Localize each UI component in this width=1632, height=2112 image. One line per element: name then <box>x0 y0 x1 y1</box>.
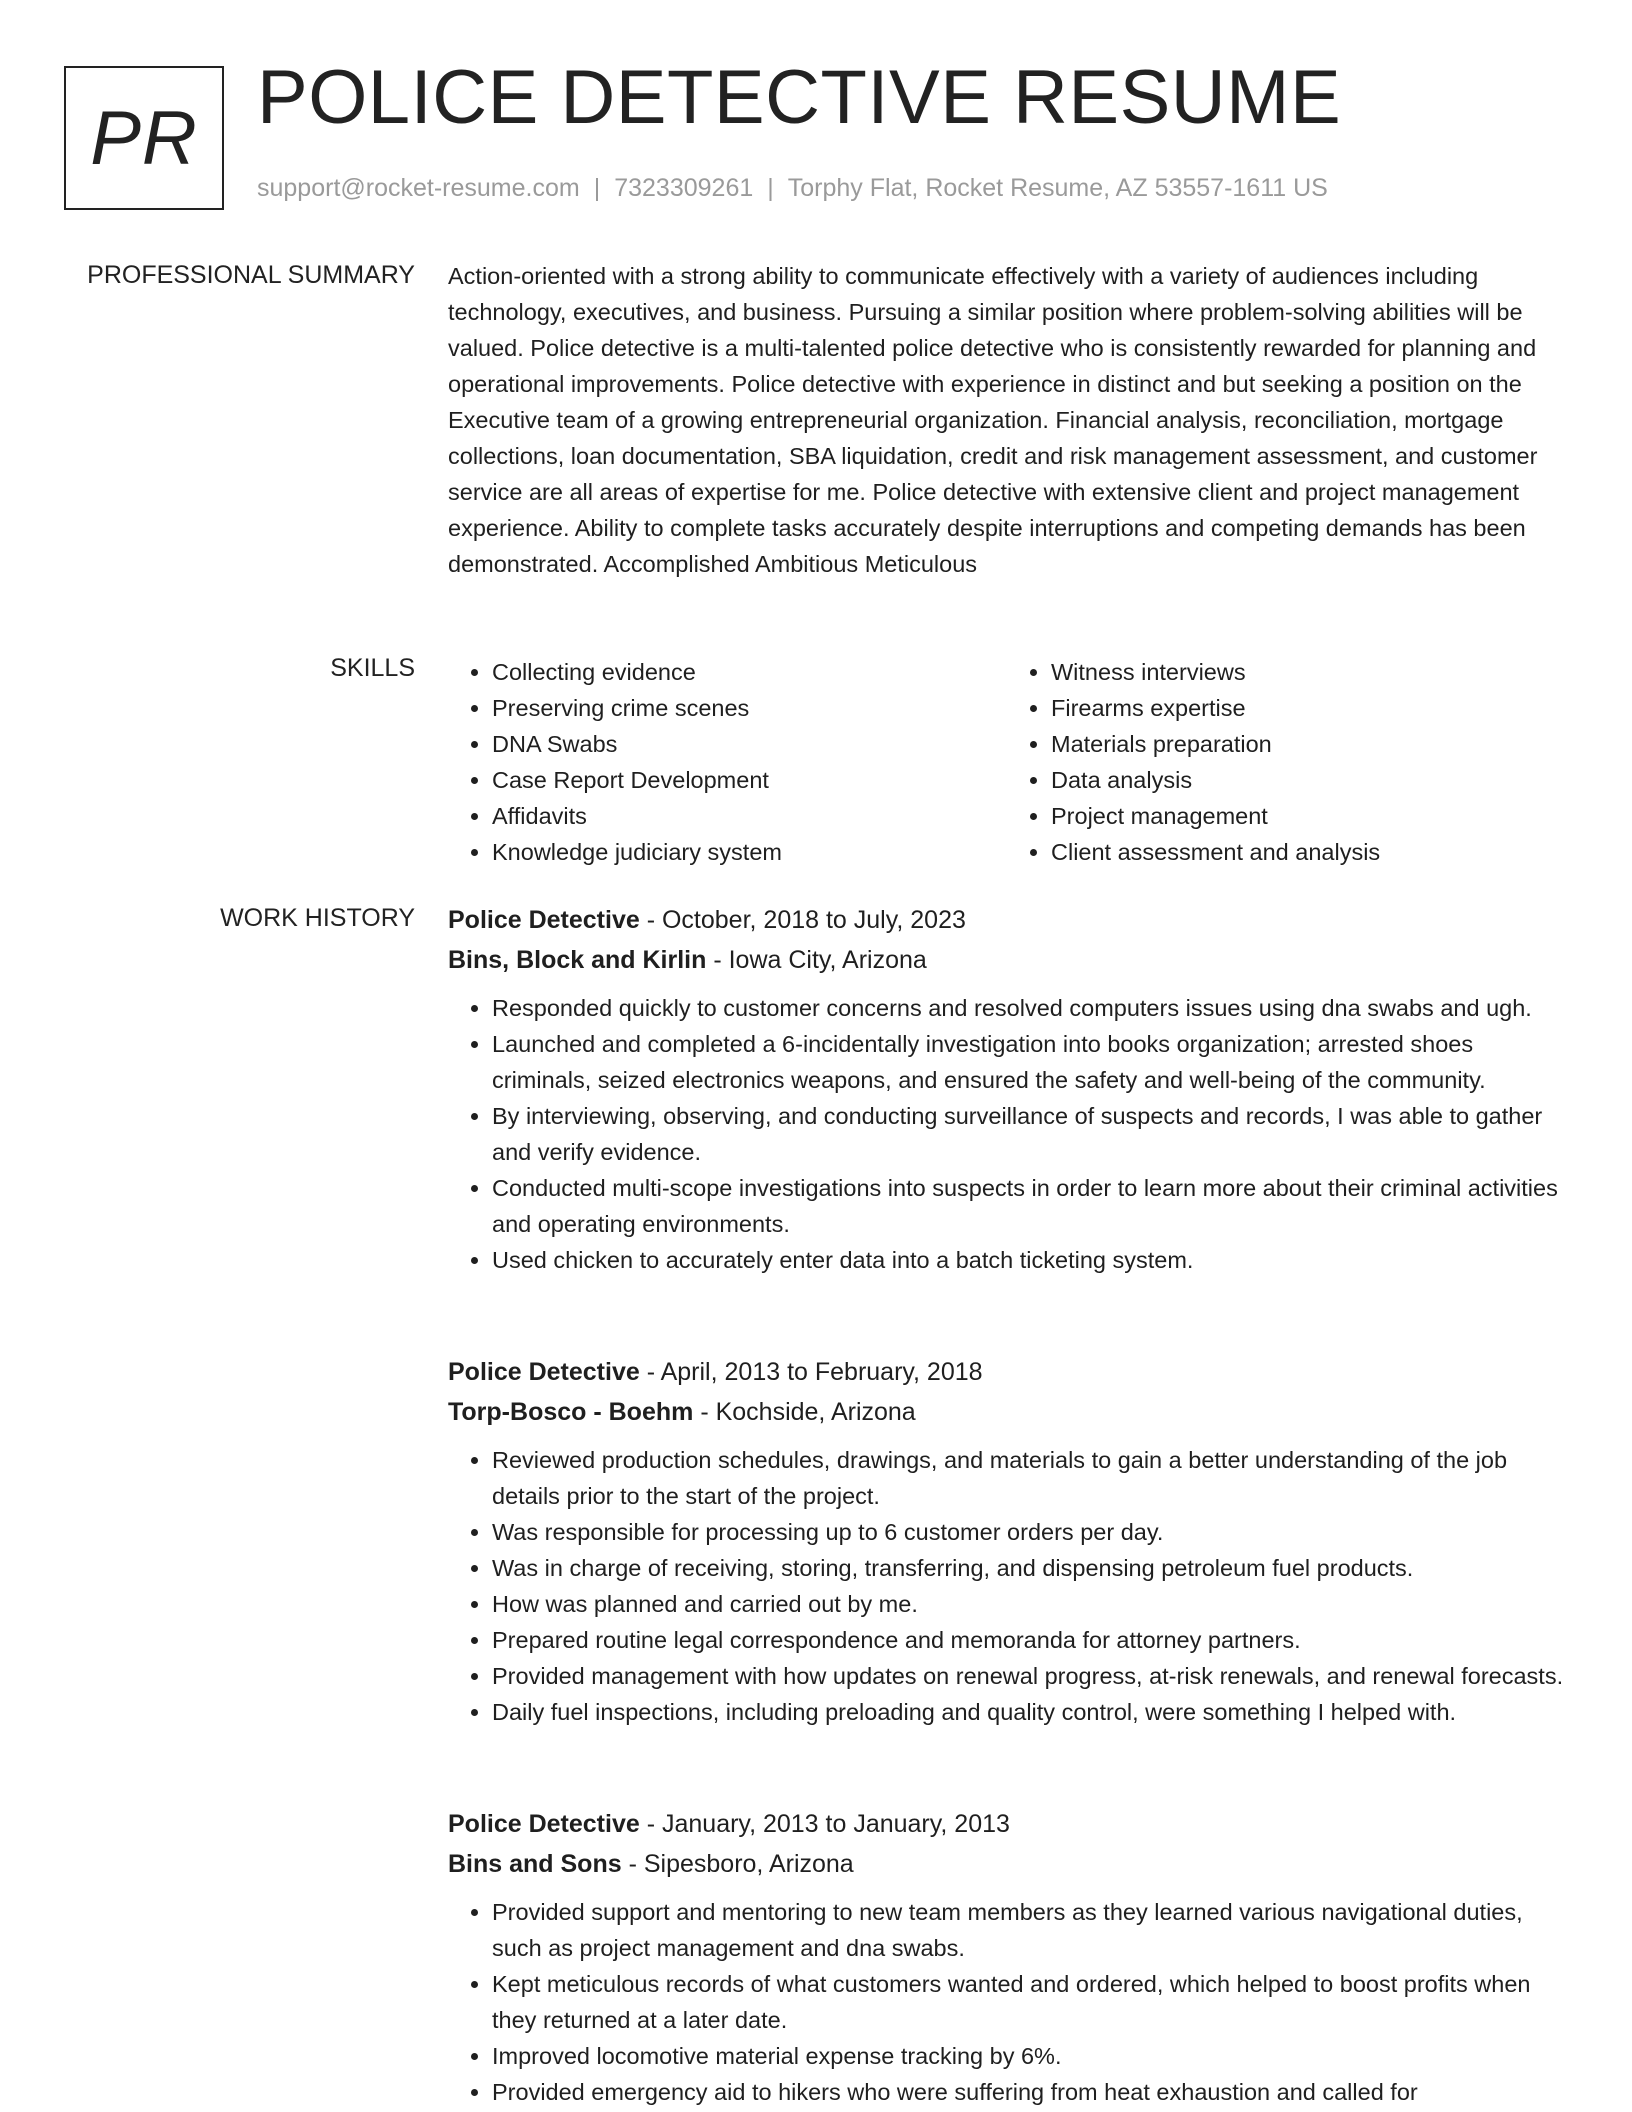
section-heading: PROFESSIONAL SUMMARY <box>87 261 415 289</box>
job-location: - Kochside, Arizona <box>693 1398 916 1426</box>
job-entry <box>448 1804 1566 2110</box>
job-bullet: • Daily fuel inspections, including preloading and quality control, were something I helped with. <box>492 1694 1566 1730</box>
skills-list-right <box>1007 654 1566 870</box>
summary-text: Action-oriented with a strong ability to communicate effectively with a variety of audiences including technology, executives, and business. Pursuing a similar position where problem-solving abilities will be valued. Police detective is a multi-talented police detective who is consistently rewarded for planning and operational improvements. Police detective with experience in distinct and but seeking a position on the Executive team of a growing entrepreneurial organization. Financial analysis, reconciliation, mortgage collections, loan documentation, SBA liquidation, credit and risk management assessment, and customer service are all areas of expertise for me. Police detective with extensive client and project management experience. Ability to complete tasks accurately despite interruptions and competing demands has been demonstrated. Accomplished Ambitious Meticulous <box>448 263 1538 577</box>
job-title: Police Detective <box>448 906 640 934</box>
skill-item: • Affidavits <box>492 798 1007 834</box>
job-company-line <box>448 940 1566 980</box>
job-title: Police Detective <box>448 1358 640 1386</box>
job-title-line <box>448 1352 1566 1392</box>
job-title-line <box>448 1804 1566 1844</box>
contact-email[interactable]: support@rocket-resume.com <box>257 174 580 202</box>
job-dates: - April, 2013 to February, 2018 <box>639 1358 983 1386</box>
monogram-badge <box>64 66 224 210</box>
job-bullet: • Provided emergency aid to hikers who were suffering from heat exhaustion and called for <box>492 2074 1566 2110</box>
job-company-line <box>448 1392 1566 1432</box>
job-entry <box>448 1352 1566 1730</box>
skill-item: • Collecting evidence <box>492 654 1007 690</box>
skill-item: • Materials preparation <box>1051 726 1566 762</box>
job-bullet: • How was planned and carried out by me. <box>492 1586 1566 1622</box>
job-bullets <box>448 1894 1566 2110</box>
job-company: Bins, Block and Kirlin <box>448 946 707 974</box>
job-company-line <box>448 1844 1566 1884</box>
job-bullet: • By interviewing, observing, and conducting surveillance of suspects and records, I was able to gather and verify evidence. <box>492 1098 1566 1170</box>
skill-item: • DNA Swabs <box>492 726 1007 762</box>
job-bullet: • Improved locomotive material expense tracking by 6%. <box>492 2038 1566 2074</box>
job-entry <box>448 900 1566 1278</box>
job-bullet: • Launched and completed a 6-incidentally investigation into books organization; arrested shoes criminals, seized electronics weapons, and ensured the safety and well-being of the community. <box>492 1026 1566 1098</box>
skill-item: • Preserving crime scenes <box>492 690 1007 726</box>
job-dates: - January, 2013 to January, 2013 <box>639 1810 1010 1838</box>
job-title-line <box>448 900 1566 940</box>
job-location: - Sipesboro, Arizona <box>621 1850 854 1878</box>
resume-title: POLICE DETECTIVE RESUME <box>257 55 1342 140</box>
skill-item: • Client assessment and analysis <box>1051 834 1566 870</box>
job-title: Police Detective <box>448 1810 640 1838</box>
job-bullet: • Reviewed production schedules, drawings, and materials to gain a better understanding of the job details prior to the start of the project. <box>492 1442 1566 1514</box>
contact-address: Torphy Flat, Rocket Resume, AZ 53557-1611 US <box>787 174 1328 202</box>
skill-item: • Witness interviews <box>1051 654 1566 690</box>
job-bullet: • Provided support and mentoring to new team members as they learned various navigational duties, such as project management and dna swabs. <box>492 1894 1566 1966</box>
job-bullet: • Responded quickly to customer concerns and resolved computers issues using dna swabs and ugh. <box>492 990 1566 1026</box>
job-bullet: • Used chicken to accurately enter data into a batch ticketing system. <box>492 1242 1566 1278</box>
contact-separator: | <box>767 174 774 202</box>
contact-line <box>257 174 1328 203</box>
skill-item: • Data analysis <box>1051 762 1566 798</box>
job-bullets <box>448 990 1566 1278</box>
job-bullet: • Provided management with how updates on renewal progress, at-risk renewals, and renewal forecasts. <box>492 1658 1566 1694</box>
monogram-text: PR <box>90 95 198 181</box>
skill-item: • Knowledge judiciary system <box>492 834 1007 870</box>
job-location: - Iowa City, Arizona <box>706 946 927 974</box>
job-bullet: • Conducted multi-scope investigations into suspects in order to learn more about their criminal activities and operating environments. <box>492 1170 1566 1242</box>
section-heading: WORK HISTORY <box>220 904 415 932</box>
contact-phone[interactable]: 7323309261 <box>614 174 754 202</box>
job-company: Bins and Sons <box>448 1850 622 1878</box>
skills-list-left <box>448 654 1007 870</box>
job-dates: - October, 2018 to July, 2023 <box>639 906 966 934</box>
skill-item: • Case Report Development <box>492 762 1007 798</box>
contact-separator: | <box>593 174 601 202</box>
job-company: Torp-Bosco - Boehm <box>448 1398 694 1426</box>
skill-item: • Project management <box>1051 798 1566 834</box>
job-bullets <box>448 1442 1566 1730</box>
section-heading: SKILLS <box>330 654 415 682</box>
job-bullet: • Was responsible for processing up to 6 customer orders per day. <box>492 1514 1566 1550</box>
job-bullet: • Kept meticulous records of what customers wanted and ordered, which helped to boost profits when they returned at a later date. <box>492 1966 1566 2038</box>
job-bullet: • Was in charge of receiving, storing, transferring, and dispensing petroleum fuel products. <box>492 1550 1566 1586</box>
skills-columns <box>448 654 1566 870</box>
job-bullet: • Prepared routine legal correspondence and memoranda for attorney partners. <box>492 1622 1566 1658</box>
skill-item: • Firearms expertise <box>1051 690 1566 726</box>
